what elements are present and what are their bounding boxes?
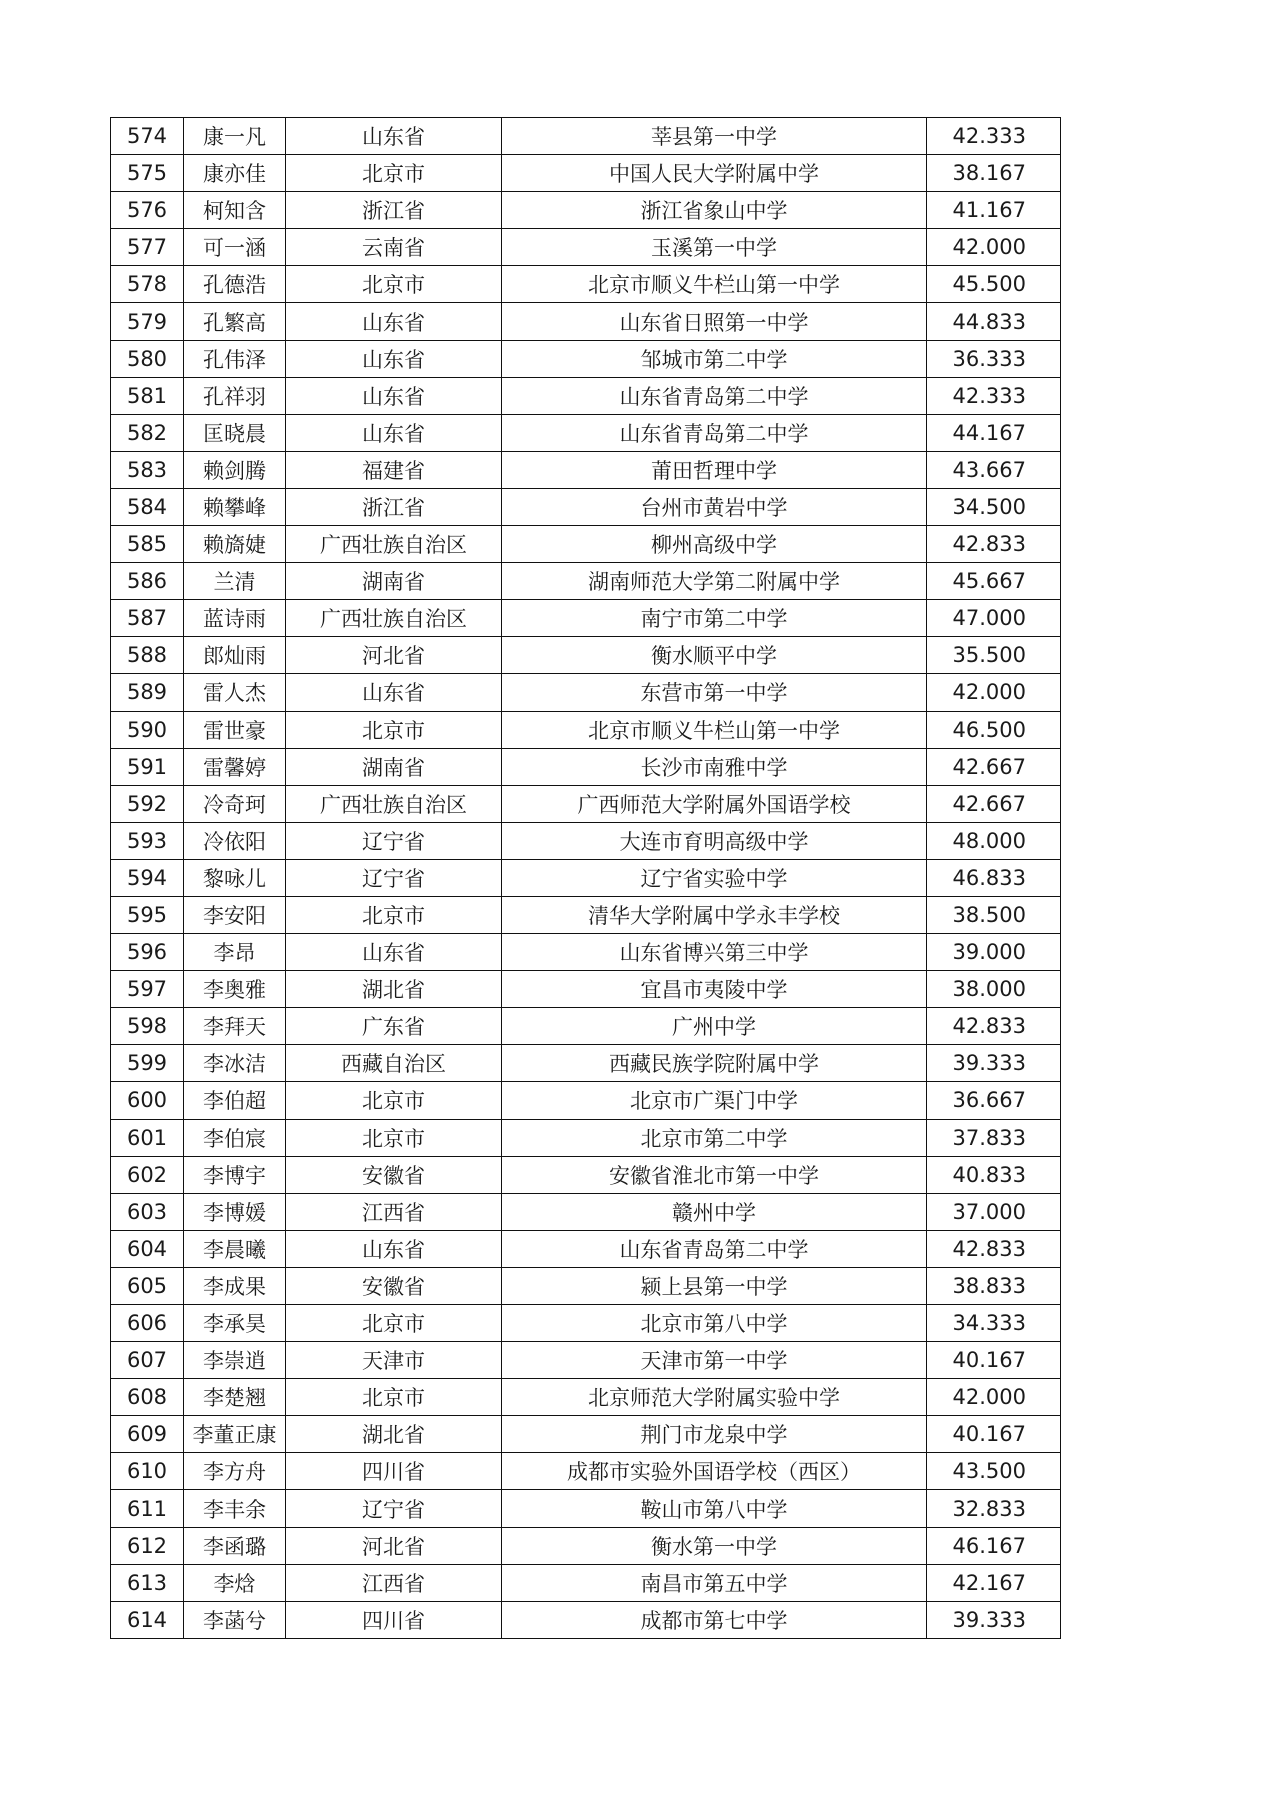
- serial-number-cell: 603: [111, 1193, 184, 1230]
- school-cell: 广西师范大学附属外国语学校: [502, 785, 927, 822]
- province-cell: 安徽省: [286, 1156, 502, 1193]
- table-row: [111, 118, 1061, 155]
- serial-number-cell: 600: [111, 1082, 184, 1119]
- school-cell: 长沙市南雅中学: [502, 748, 927, 785]
- table-row: [111, 1267, 1061, 1304]
- serial-number-cell: 592: [111, 785, 184, 822]
- province-cell: 湖南省: [286, 563, 502, 600]
- score-cell: 34.333: [927, 1305, 1061, 1342]
- student-name-cell: 李承昊: [184, 1305, 286, 1342]
- serial-number-cell: 589: [111, 674, 184, 711]
- province-cell: 山东省: [286, 340, 502, 377]
- student-name-cell: 柯知含: [184, 192, 286, 229]
- table-row: [111, 896, 1061, 933]
- student-name-cell: 赖旖婕: [184, 526, 286, 563]
- school-cell: 山东省青岛第二中学: [502, 414, 927, 451]
- serial-number-cell: 610: [111, 1453, 184, 1490]
- serial-number-cell: 588: [111, 637, 184, 674]
- province-cell: 浙江省: [286, 488, 502, 525]
- province-cell: 辽宁省: [286, 859, 502, 896]
- school-cell: 北京师范大学附属实验中学: [502, 1379, 927, 1416]
- score-cell: 46.833: [927, 859, 1061, 896]
- student-name-cell: 兰清: [184, 563, 286, 600]
- province-cell: 山东省: [286, 414, 502, 451]
- province-cell: 山东省: [286, 303, 502, 340]
- table-row: [111, 1490, 1061, 1527]
- student-name-cell: 孔德浩: [184, 266, 286, 303]
- score-cell: 48.000: [927, 822, 1061, 859]
- province-cell: 山东省: [286, 934, 502, 971]
- table-row: [111, 637, 1061, 674]
- score-cell: 44.833: [927, 303, 1061, 340]
- table-row: [111, 414, 1061, 451]
- serial-number-cell: 607: [111, 1342, 184, 1379]
- serial-number-cell: 602: [111, 1156, 184, 1193]
- school-cell: 衡水第一中学: [502, 1527, 927, 1564]
- school-cell: 北京市第八中学: [502, 1305, 927, 1342]
- province-cell: 山东省: [286, 1230, 502, 1267]
- province-cell: 北京市: [286, 1082, 502, 1119]
- serial-number-cell: 579: [111, 303, 184, 340]
- province-cell: 福建省: [286, 451, 502, 488]
- score-cell: 42.667: [927, 748, 1061, 785]
- student-name-cell: 孔繁高: [184, 303, 286, 340]
- school-cell: 柳州高级中学: [502, 526, 927, 563]
- student-name-cell: 李晨曦: [184, 1230, 286, 1267]
- score-cell: 39.333: [927, 1045, 1061, 1082]
- serial-number-cell: 578: [111, 266, 184, 303]
- score-cell: 40.833: [927, 1156, 1061, 1193]
- student-name-cell: 冷奇珂: [184, 785, 286, 822]
- table-row: [111, 266, 1061, 303]
- school-cell: 天津市第一中学: [502, 1342, 927, 1379]
- table-row: [111, 340, 1061, 377]
- score-cell: 40.167: [927, 1416, 1061, 1453]
- table-row: [111, 711, 1061, 748]
- school-cell: 山东省青岛第二中学: [502, 377, 927, 414]
- score-cell: 45.667: [927, 563, 1061, 600]
- serial-number-cell: 584: [111, 488, 184, 525]
- table-row: [111, 303, 1061, 340]
- score-cell: 42.833: [927, 1230, 1061, 1267]
- province-cell: 辽宁省: [286, 822, 502, 859]
- score-cell: 42.667: [927, 785, 1061, 822]
- serial-number-cell: 606: [111, 1305, 184, 1342]
- score-cell: 43.500: [927, 1453, 1061, 1490]
- school-cell: 安徽省淮北市第一中学: [502, 1156, 927, 1193]
- table-row: [111, 1119, 1061, 1156]
- school-cell: 北京市顺义牛栏山第一中学: [502, 711, 927, 748]
- school-cell: 邹城市第二中学: [502, 340, 927, 377]
- province-cell: 湖北省: [286, 1416, 502, 1453]
- school-cell: 南宁市第二中学: [502, 600, 927, 637]
- serial-number-cell: 612: [111, 1527, 184, 1564]
- table-row: [111, 1082, 1061, 1119]
- student-name-cell: 李拜天: [184, 1008, 286, 1045]
- serial-number-cell: 611: [111, 1490, 184, 1527]
- province-cell: 天津市: [286, 1342, 502, 1379]
- school-cell: 西藏民族学院附属中学: [502, 1045, 927, 1082]
- province-cell: 北京市: [286, 711, 502, 748]
- score-cell: 44.167: [927, 414, 1061, 451]
- score-cell: 35.500: [927, 637, 1061, 674]
- table-row: [111, 488, 1061, 525]
- table-row: [111, 1008, 1061, 1045]
- table-row: [111, 748, 1061, 785]
- province-cell: 北京市: [286, 896, 502, 933]
- province-cell: 江西省: [286, 1193, 502, 1230]
- serial-number-cell: 605: [111, 1267, 184, 1304]
- province-cell: 山东省: [286, 118, 502, 155]
- student-name-cell: 李菡兮: [184, 1601, 286, 1638]
- score-cell: 32.833: [927, 1490, 1061, 1527]
- serial-number-cell: 582: [111, 414, 184, 451]
- serial-number-cell: 580: [111, 340, 184, 377]
- serial-number-cell: 597: [111, 971, 184, 1008]
- serial-number-cell: 594: [111, 859, 184, 896]
- school-cell: 东营市第一中学: [502, 674, 927, 711]
- table-row: [111, 1342, 1061, 1379]
- school-cell: 山东省青岛第二中学: [502, 1230, 927, 1267]
- province-cell: 北京市: [286, 155, 502, 192]
- score-cell: 42.333: [927, 118, 1061, 155]
- table-row: [111, 1045, 1061, 1082]
- score-cell: 34.500: [927, 488, 1061, 525]
- province-cell: 浙江省: [286, 192, 502, 229]
- table-row: [111, 1527, 1061, 1564]
- province-cell: 广西壮族自治区: [286, 600, 502, 637]
- table-row: [111, 192, 1061, 229]
- serial-number-cell: 586: [111, 563, 184, 600]
- school-cell: 山东省博兴第三中学: [502, 934, 927, 971]
- school-cell: 莆田哲理中学: [502, 451, 927, 488]
- student-name-cell: 李楚翘: [184, 1379, 286, 1416]
- school-cell: 成都市第七中学: [502, 1601, 927, 1638]
- province-cell: 北京市: [286, 1119, 502, 1156]
- school-cell: 成都市实验外国语学校（西区）: [502, 1453, 927, 1490]
- province-cell: 广东省: [286, 1008, 502, 1045]
- table-row: [111, 1564, 1061, 1601]
- province-cell: 四川省: [286, 1453, 502, 1490]
- roster-table: [110, 117, 1061, 1639]
- student-name-cell: 李函璐: [184, 1527, 286, 1564]
- table-row: [111, 563, 1061, 600]
- table-row: [111, 229, 1061, 266]
- province-cell: 广西壮族自治区: [286, 785, 502, 822]
- province-cell: 河北省: [286, 637, 502, 674]
- score-cell: 46.500: [927, 711, 1061, 748]
- score-cell: 42.167: [927, 1564, 1061, 1601]
- table-row: [111, 822, 1061, 859]
- score-cell: 45.500: [927, 266, 1061, 303]
- table-row: [111, 785, 1061, 822]
- serial-number-cell: 587: [111, 600, 184, 637]
- serial-number-cell: 614: [111, 1601, 184, 1638]
- student-name-cell: 蓝诗雨: [184, 600, 286, 637]
- school-cell: 清华大学附属中学永丰学校: [502, 896, 927, 933]
- score-cell: 42.000: [927, 229, 1061, 266]
- student-name-cell: 雷世豪: [184, 711, 286, 748]
- province-cell: 北京市: [286, 266, 502, 303]
- score-cell: 40.167: [927, 1342, 1061, 1379]
- province-cell: 湖北省: [286, 971, 502, 1008]
- student-name-cell: 郎灿雨: [184, 637, 286, 674]
- serial-number-cell: 608: [111, 1379, 184, 1416]
- table-row: [111, 859, 1061, 896]
- table-row: [111, 1305, 1061, 1342]
- student-name-cell: 康亦佳: [184, 155, 286, 192]
- student-name-cell: 李方舟: [184, 1453, 286, 1490]
- table-row: [111, 377, 1061, 414]
- student-name-cell: 赖攀峰: [184, 488, 286, 525]
- serial-number-cell: 576: [111, 192, 184, 229]
- school-cell: 中国人民大学附属中学: [502, 155, 927, 192]
- score-cell: 36.667: [927, 1082, 1061, 1119]
- province-cell: 辽宁省: [286, 1490, 502, 1527]
- province-cell: 云南省: [286, 229, 502, 266]
- serial-number-cell: 591: [111, 748, 184, 785]
- table-row: [111, 1193, 1061, 1230]
- score-cell: 42.000: [927, 674, 1061, 711]
- score-cell: 41.167: [927, 192, 1061, 229]
- serial-number-cell: 601: [111, 1119, 184, 1156]
- student-name-cell: 雷人杰: [184, 674, 286, 711]
- school-cell: 衡水顺平中学: [502, 637, 927, 674]
- score-cell: 43.667: [927, 451, 1061, 488]
- serial-number-cell: 613: [111, 1564, 184, 1601]
- student-name-cell: 孔祥羽: [184, 377, 286, 414]
- score-cell: 42.000: [927, 1379, 1061, 1416]
- serial-number-cell: 595: [111, 896, 184, 933]
- school-cell: 湖南师范大学第二附属中学: [502, 563, 927, 600]
- serial-number-cell: 596: [111, 934, 184, 971]
- serial-number-cell: 577: [111, 229, 184, 266]
- student-name-cell: 雷馨婷: [184, 748, 286, 785]
- province-cell: 广西壮族自治区: [286, 526, 502, 563]
- score-cell: 38.167: [927, 155, 1061, 192]
- student-name-cell: 李博媛: [184, 1193, 286, 1230]
- school-cell: 鞍山市第八中学: [502, 1490, 927, 1527]
- province-cell: 北京市: [286, 1379, 502, 1416]
- student-name-cell: 李昂: [184, 934, 286, 971]
- score-cell: 42.833: [927, 1008, 1061, 1045]
- score-cell: 36.333: [927, 340, 1061, 377]
- school-cell: 北京市顺义牛栏山第一中学: [502, 266, 927, 303]
- school-cell: 北京市广渠门中学: [502, 1082, 927, 1119]
- roster-table-body: [111, 118, 1061, 1639]
- province-cell: 河北省: [286, 1527, 502, 1564]
- school-cell: 南昌市第五中学: [502, 1564, 927, 1601]
- score-cell: 42.833: [927, 526, 1061, 563]
- student-name-cell: 冷依阳: [184, 822, 286, 859]
- student-name-cell: 李奥雅: [184, 971, 286, 1008]
- province-cell: 山东省: [286, 377, 502, 414]
- serial-number-cell: 583: [111, 451, 184, 488]
- school-cell: 莘县第一中学: [502, 118, 927, 155]
- school-cell: 山东省日照第一中学: [502, 303, 927, 340]
- school-cell: 宜昌市夷陵中学: [502, 971, 927, 1008]
- serial-number-cell: 599: [111, 1045, 184, 1082]
- serial-number-cell: 609: [111, 1416, 184, 1453]
- table-row: [111, 451, 1061, 488]
- score-cell: 38.500: [927, 896, 1061, 933]
- table-row: [111, 600, 1061, 637]
- serial-number-cell: 590: [111, 711, 184, 748]
- table-row: [111, 1601, 1061, 1638]
- student-name-cell: 李冰洁: [184, 1045, 286, 1082]
- student-name-cell: 李安阳: [184, 896, 286, 933]
- school-cell: 北京市第二中学: [502, 1119, 927, 1156]
- student-name-cell: 李伯超: [184, 1082, 286, 1119]
- student-name-cell: 匡晓晨: [184, 414, 286, 451]
- school-cell: 颍上县第一中学: [502, 1267, 927, 1304]
- score-cell: 38.833: [927, 1267, 1061, 1304]
- score-cell: 38.000: [927, 971, 1061, 1008]
- table-row: [111, 1230, 1061, 1267]
- score-cell: 42.333: [927, 377, 1061, 414]
- school-cell: 台州市黄岩中学: [502, 488, 927, 525]
- student-name-cell: 可一涵: [184, 229, 286, 266]
- province-cell: 安徽省: [286, 1267, 502, 1304]
- student-name-cell: 李董正康: [184, 1416, 286, 1453]
- score-cell: 39.333: [927, 1601, 1061, 1638]
- student-name-cell: 李崇逍: [184, 1342, 286, 1379]
- province-cell: 西藏自治区: [286, 1045, 502, 1082]
- score-cell: 39.000: [927, 934, 1061, 971]
- serial-number-cell: 593: [111, 822, 184, 859]
- student-name-cell: 康一凡: [184, 118, 286, 155]
- province-cell: 山东省: [286, 674, 502, 711]
- table-row: [111, 1453, 1061, 1490]
- serial-number-cell: 581: [111, 377, 184, 414]
- school-cell: 广州中学: [502, 1008, 927, 1045]
- student-name-cell: 赖剑腾: [184, 451, 286, 488]
- province-cell: 湖南省: [286, 748, 502, 785]
- table-row: [111, 1416, 1061, 1453]
- student-name-cell: 孔伟泽: [184, 340, 286, 377]
- student-name-cell: 黎咏儿: [184, 859, 286, 896]
- school-cell: 大连市育明高级中学: [502, 822, 927, 859]
- serial-number-cell: 574: [111, 118, 184, 155]
- school-cell: 浙江省象山中学: [502, 192, 927, 229]
- school-cell: 辽宁省实验中学: [502, 859, 927, 896]
- serial-number-cell: 598: [111, 1008, 184, 1045]
- student-name-cell: 李成果: [184, 1267, 286, 1304]
- table-row: [111, 526, 1061, 563]
- score-cell: 37.833: [927, 1119, 1061, 1156]
- serial-number-cell: 585: [111, 526, 184, 563]
- score-cell: 46.167: [927, 1527, 1061, 1564]
- table-row: [111, 971, 1061, 1008]
- student-name-cell: 李焓: [184, 1564, 286, 1601]
- province-cell: 四川省: [286, 1601, 502, 1638]
- student-name-cell: 李博宇: [184, 1156, 286, 1193]
- table-row: [111, 1156, 1061, 1193]
- province-cell: 北京市: [286, 1305, 502, 1342]
- table-row: [111, 155, 1061, 192]
- school-cell: 玉溪第一中学: [502, 229, 927, 266]
- student-name-cell: 李丰余: [184, 1490, 286, 1527]
- province-cell: 江西省: [286, 1564, 502, 1601]
- table-row: [111, 674, 1061, 711]
- serial-number-cell: 575: [111, 155, 184, 192]
- table-row: [111, 1379, 1061, 1416]
- score-cell: 37.000: [927, 1193, 1061, 1230]
- school-cell: 荆门市龙泉中学: [502, 1416, 927, 1453]
- table-row: [111, 934, 1061, 971]
- score-cell: 47.000: [927, 600, 1061, 637]
- student-name-cell: 李伯宸: [184, 1119, 286, 1156]
- serial-number-cell: 604: [111, 1230, 184, 1267]
- school-cell: 赣州中学: [502, 1193, 927, 1230]
